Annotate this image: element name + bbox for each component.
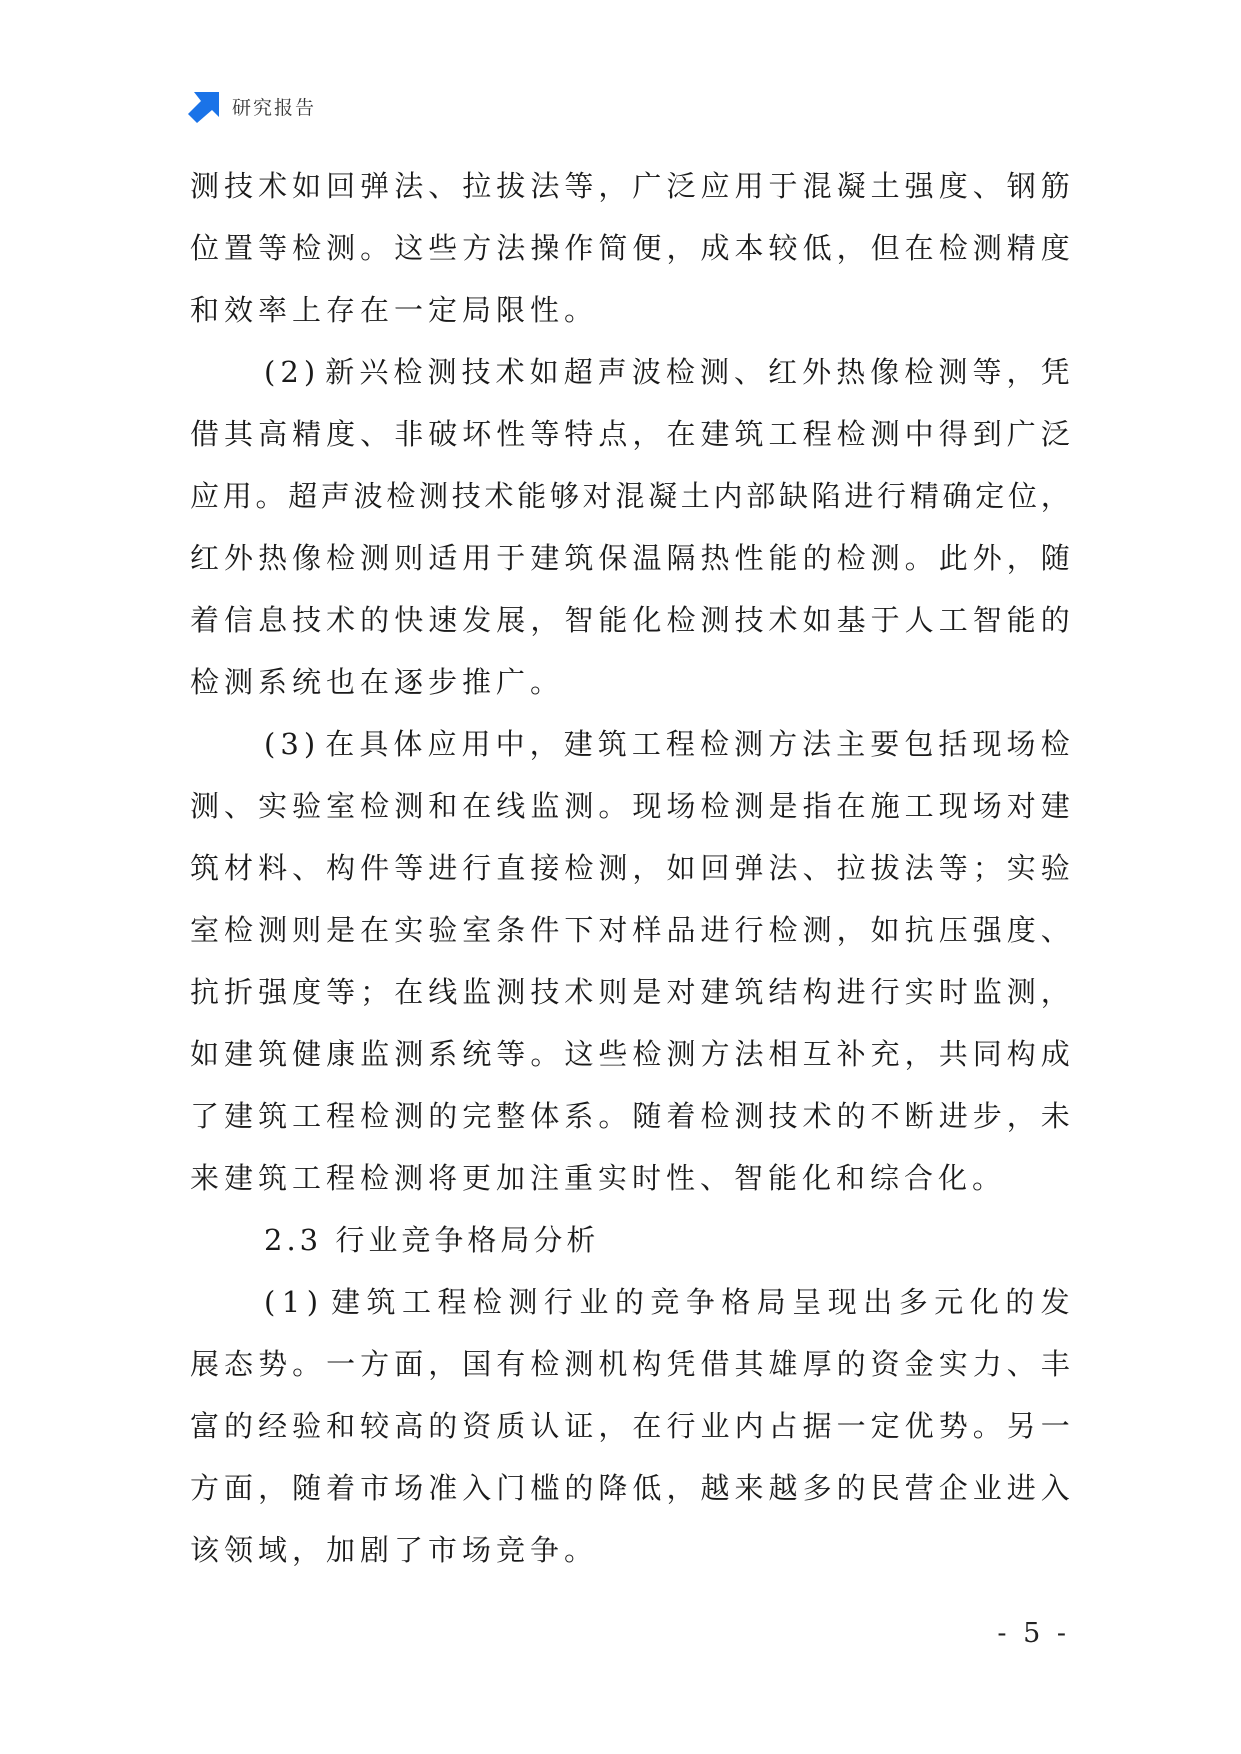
document-body (190, 155, 1070, 1581)
paragraph-line: 红 外 热 像 检 测 则 适 用 于 建 筑 保 温 隔 热 性 能 的 检 测 。 此 外 ， 随 (190, 541, 1070, 575)
header-title: 研究报告 (232, 96, 317, 119)
paragraph-line: ( 3 ) 在 具 体 应 用 中 ， 建 筑 工 程 检 测 方 法 主 要 包 括 现 场 检 (264, 727, 1070, 761)
section-heading: 2.3 行业竞争格局分析 (264, 1223, 600, 1257)
paragraph-line: 了 建 筑 工 程 检 测 的 完 整 体 系 。 随 着 检 测 技 术 的 不 断 进 步 ， 未 (190, 1099, 1070, 1133)
paragraph-line: 位 置 等 检 测 。 这 些 方 法 操 作 简 便 ， 成 本 较 低 ， 但 在 检 测 精 度 (190, 231, 1070, 265)
paragraph-line: 着 信 息 技 术 的 快 速 发 展 ， 智 能 化 检 测 技 术 如 基 于 人 工 智 能 的 (190, 603, 1070, 637)
paragraph-line: 测 、 实 验 室 检 测 和 在 线 监 测 。 现 场 检 测 是 指 在 施 工 现 场 对 建 (190, 789, 1070, 823)
paragraph-line: ( 2 ) 新 兴 检 测 技 术 如 超 声 波 检 测 、 红 外 热 像 检 测 等 ， 凭 (264, 355, 1070, 389)
arrow-up-right-logo-icon (188, 89, 222, 123)
paragraph-line: 测 技 术 如 回 弹 法 、 拉 拔 法 等 ， 广 泛 应 用 于 混 凝 土 强 度 、 钢 筋 (190, 169, 1070, 203)
paragraph-line: 该领域，加剧了市场竞争。 (190, 1533, 599, 1567)
page-header (188, 88, 316, 124)
paragraph-line: 检测系统也在逐步推广。 (190, 665, 565, 699)
paragraph-line: ( 1 ) 建 筑 工 程 检 测 行 业 的 竞 争 格 局 呈 现 出 多 元 化 的 发 (264, 1285, 1070, 1319)
paragraph-line: 富 的 经 验 和 较 高 的 资 质 认 证 ， 在 行 业 内 占 据 一 定 优 势 。 另 一 (190, 1409, 1070, 1443)
page-number: - 5 - (997, 1618, 1070, 1649)
paragraph-line: 借 其 高 精 度 、 非 破 坏 性 等 特 点 ， 在 建 筑 工 程 检 测 中 得 到 广 泛 (190, 417, 1070, 451)
paragraph-line: 和效率上存在一定局限性。 (190, 293, 599, 327)
paragraph-line: 展 态 势 。 一 方 面 ， 国 有 检 测 机 构 凭 借 其 雄 厚 的 资 金 实 力 、 丰 (190, 1347, 1070, 1381)
paragraph-line: 如 建 筑 健 康 监 测 系 统 等 。 这 些 检 测 方 法 相 互 补 充 ， 共 同 构 成 (190, 1037, 1070, 1071)
paragraph-line: 来建筑工程检测将更加注重实时性、智能化和综合化。 (190, 1161, 1007, 1195)
paragraph-line: 筑 材 料 、 构 件 等 进 行 直 接 检 测 ， 如 回 弹 法 、 拉 拔 法 等 ； 实 验 (190, 851, 1070, 885)
paragraph-line: 方 面 ， 随 着 市 场 准 入 门 槛 的 降 低 ， 越 来 越 多 的 民 营 企 业 进 入 (190, 1471, 1070, 1505)
paragraph-line: 抗 折 强 度 等 ； 在 线 监 测 技 术 则 是 对 建 筑 结 构 进 行 实 时 监 测 ， (190, 975, 1070, 1009)
paragraph-line: 应 用 。 超 声 波 检 测 技 术 能 够 对 混 凝 土 内 部 缺 陷 进 行 精 确 定 位 ， (190, 479, 1070, 513)
paragraph-line: 室 检 测 则 是 在 实 验 室 条 件 下 对 样 品 进 行 检 测 ， 如 抗 压 强 度 、 (190, 913, 1070, 947)
